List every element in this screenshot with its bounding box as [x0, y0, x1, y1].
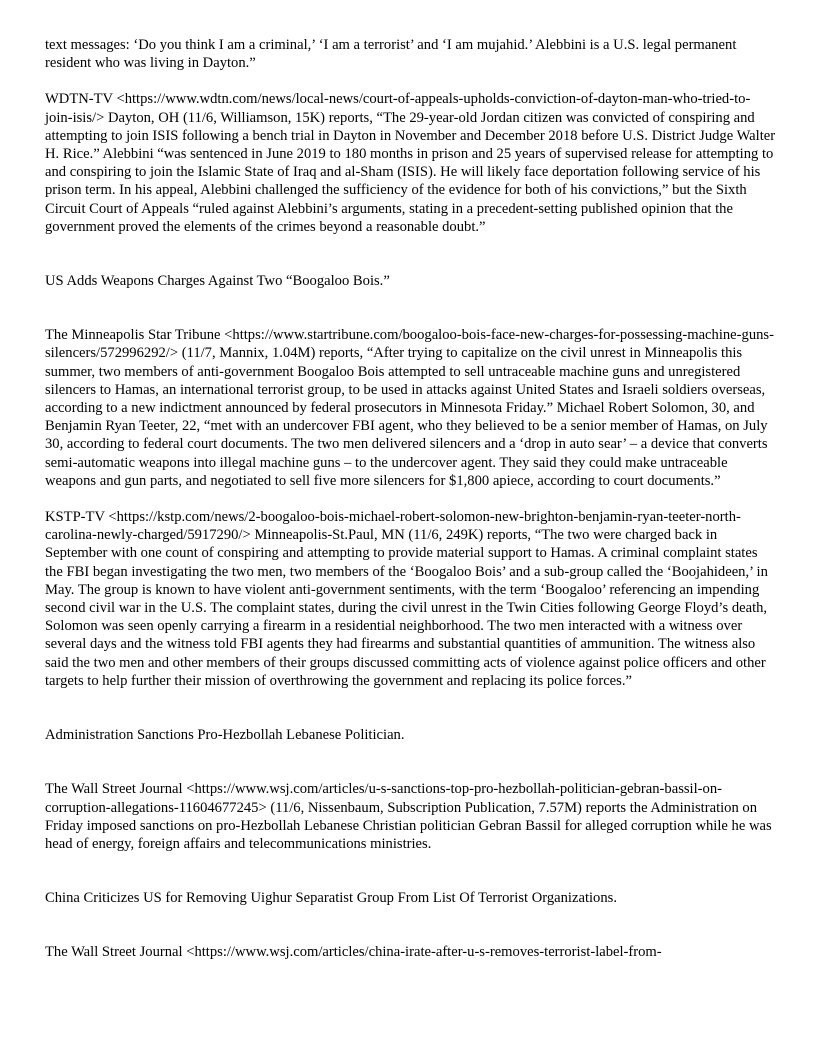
- paragraph-star-tribune-report: The Minneapolis Star Tribune <https://www.startribune.com/boogaloo-bois-face-new-charges-for-possessing-machine-guns-silencers/572996292/> (11/7, Mannix, 1.04M) reports, “After trying to capitalize on the civil unrest in Minneapolis this summer, two members of anti-government Boogaloo Bois attempted to sell untraceable machine guns and unregistered silencers to Hamas, an international terrorist group, to be used in attacks against United States and Israeli soldiers overseas, according to a new indictment announced by federal prosecutors in Minnesota Friday.” Michael Robert Solomon, 30, and Benjamin Ryan Teeter, 22, “met with an undercover FBI agent, who they believed to be a senior member of Hamas, on July 30, according to federal court documents. The two men delivered silencers and a ‘drop in auto sear’ – a device that converts semi-automatic weapons into illegal machine guns – to the undercover agent. They said they could make untraceable weapons and gun parts, and negotiated to sell five more silencers for $1,800 apiece, according to court documents.”: [45, 327, 774, 489]
- paragraph-alebbini-texts: text messages: ‘Do you think I am a criminal,’ ‘I am a terrorist’ and ‘I am mujahid.’ Alebbini is a U.S. legal permanent resident who was living in Dayton.”: [45, 37, 737, 72]
- paragraph-wdtn-report: WDTN-TV <https://www.wdtn.com/news/local-news/court-of-appeals-upholds-conviction-of-dayton-man-who-tried-to-join-isis/> Dayton, OH (11/6, Williamson, 15K) reports, “The 29-year-old Jordan citizen was convicted of conspiring and attempting to join ISIS following a bench trial in Dayton in November and December 2018 before U.S. District Judge Walter H. Rice.” Alebbini “was sentenced in June 2019 to 180 months in prison and 25 years of supervised release for attempting to and conspiring to join the Islamic State of Iraq and al-Sham (ISIS). He will likely face deportation following service of his prison term. In his appeal, Alebbini challenged the sufficiency of the evidence for both of his convictions,” but the Sixth Circuit Court of Appeals “ruled against Alebbini’s arguments, stating in a precedent-setting published opinion that the government proved the elements of the crimes beyond a reasonable doubt.”: [45, 91, 776, 235]
- heading-hezbollah-sanctions: Administration Sanctions Pro-Hezbollah Lebanese Politician.: [45, 727, 405, 744]
- paragraph-kstp-report: KSTP-TV <https://kstp.com/news/2-boogaloo-bois-michael-robert-solomon-new-brighton-benjamin-ryan-teeter-north-carolina-newly-charged/5917290/> Minneapolis-St.Paul, MN (11/6, 249K) reports, “The two were charged back in September with one count of conspiring and attempting to provide material support to Hamas. A criminal complaint states the FBI began investigating the two men, two members of the ‘Boogaloo Bois’ and a sub-group called the ‘Boojahideen,’ in May. The group is known to have violent anti-government sentiments, with the term ‘Boogaloo’ referencing an impending second civil war in the U.S. The complaint states, during the civil unrest in the Twin Cities following George Floyd’s death, Solomon was seen openly carrying a firearm in a residential neighborhood. The two men interacted with a witness over several days and the witness told FBI agents they had firearms and substantial quantities of ammunition. The witness also said the two men and other members of their groups discussed committing acts of violence against police officers and other targets to help further their mission of overthrowing the government and replacing its police forces.”: [45, 509, 768, 689]
- heading-china-uighur: China Criticizes US for Removing Uighur Separatist Group From List Of Terrorist Organizations.: [45, 890, 617, 907]
- paragraph-wsj-sanctions-report: The Wall Street Journal <https://www.wsj.com/articles/u-s-sanctions-top-pro-hezbollah-politician-gebran-bassil-on-corruption-allegations-11604677245> (11/6, Nissenbaum, Subscription Publication, 7.57M) reports the Administration on Friday imposed sanctions on pro-Hezbollah Lebanese Christian politician Gebran Bassil for alleged corruption while he was head of energy, foreign affairs and telecommunications ministries.: [45, 781, 772, 852]
- paragraph-wsj-china-report: The Wall Street Journal <https://www.wsj.com/articles/china-irate-after-u-s-removes-terrorist-label-from-: [45, 944, 662, 961]
- document-page: [45, 36, 777, 962]
- heading-boogaloo-charges: US Adds Weapons Charges Against Two “Boogaloo Bois.”: [45, 273, 390, 290]
